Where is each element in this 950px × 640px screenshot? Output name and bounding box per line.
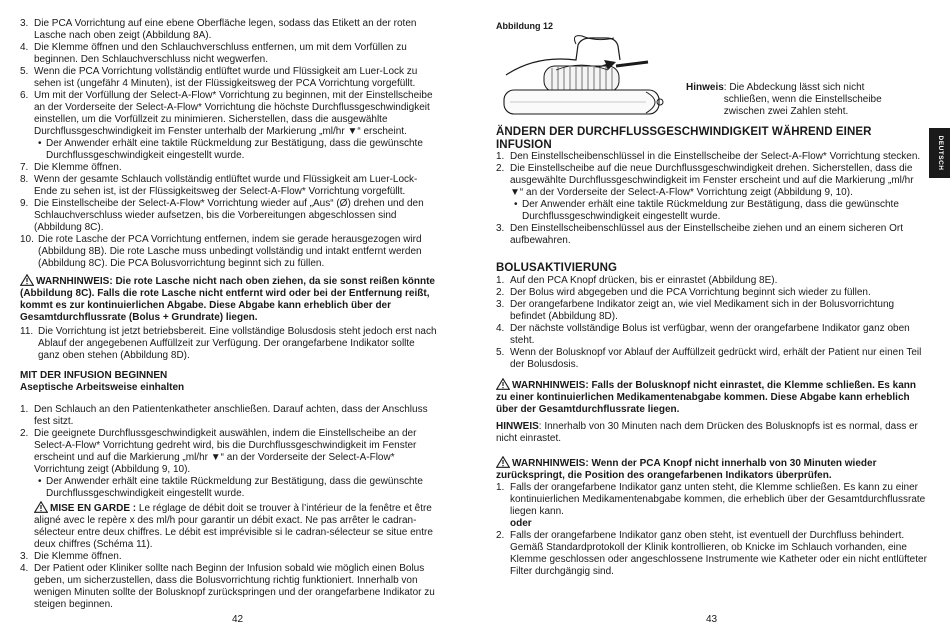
steps-3-6 xyxy=(20,18,438,270)
hinweis-note: HINWEIS: Innerhalb von 30 Minuten nach dem Drücken des Bolusknopfs ist es normal, dass er nicht einrastet. xyxy=(496,421,918,444)
warning-icon xyxy=(34,501,48,513)
flow-steps xyxy=(496,151,928,247)
list-item: 7. Die Klemme öffnen. xyxy=(20,162,122,173)
list-item: 5. Wenn die PCA Vorrichtung vollständig entlüftet wurde und Flüssigkeit am Luer-Lock zu sehen ist (ungefähr 4 Minuten), ist der Flüssigkeitsweg der PCA Vorrichtung vorgefüllt. xyxy=(20,66,418,89)
list-item: 1. Den Schlauch an den Patientenkatheter anschließen. Darauf achten, dass der Anschluss fest sitzt. xyxy=(20,404,428,427)
list-item: 2. Falls der orangefarbene Indikator ganz oben steht, ist eventuell der Durchfluss behindert. Gemäß Standardprotokoll der Klinik kontrollieren, ob Knicke im Schlauch vorhanden, eine Klemme geschlossen oder angeschlossene Instrumente wie Katheter oder ein nicht entlüfteter Filter durchgängig sind. xyxy=(496,530,927,577)
figure-label: Abbildung 12 xyxy=(496,21,553,31)
caution-block: MISE EN GARDE : Le réglage de débit doit se trouver à l’intérieur de la fenêtre et être aligné avec le repère x des ml/h pour garantir un débit exact. Ne pas arrêter le cadran-sélecteur entre deux chiffres. Le débit est imprévisible si le cadran-sélecteur se situe entre deux chiffres (Schéma 11). xyxy=(34,503,433,550)
page-number-right: 43 xyxy=(706,614,718,625)
list-item: 4. Der Patient oder Kliniker sollte nach Beginn der Infusion sobald wie möglich einen Bolus geben, um sicherzustellen, dass die Bolusvorrichtung richtig funktioniert. Innerhalb von wenigen Minuten sollte der Bolusknopf zurückspringen und der orangefarbene Indikator zu steigen beginnen. xyxy=(20,563,435,610)
warning-icon xyxy=(496,456,510,468)
list-item: 2. Die geeignete Durchflussgeschwindigkeit auswählen, indem die Einstellscheibe an der Select-A-Flow* Vorrichtung gedreht wird, bis die Durchflussgeschwindigkeit im Fenster erscheint und auf die Markierung „ml/hr ▼“ an der Vorderseite der Select-A-Flow* Vorrichtung zeigt (Abbildung 9, 10). xyxy=(20,428,417,475)
warning-block: WARNHINWEIS: Wenn der PCA Knopf nicht innerhalb von 30 Minuten wieder zurückspringt, die Position des orangefarbenen Indikators überprüfen. xyxy=(496,458,877,481)
list-item: 2. Der Bolus wird abgegeben und die PCA Vorrichtung beginnt sich wieder zu füllen. xyxy=(496,287,871,298)
bolus-steps xyxy=(496,275,928,371)
list-item: 3. Die Klemme öffnen. xyxy=(20,551,122,562)
bullet-item: • Der Anwender erhält eine taktile Rückmeldung zur Bestätigung, dass die gewünschte Durchflussgeschwindigkeit eingestellt wurde. xyxy=(38,138,423,161)
heading-infusion: MIT DER INFUSION BEGINNEN xyxy=(20,370,168,381)
list-item: 1. Den Einstellscheibenschlüssel in die Einstellscheibe der Select-A-Flow* Vorrichtung stecken. xyxy=(496,151,921,162)
list-item: 1. Auf den PCA Knopf drücken, bis er einrastet (Abbildung 8E). xyxy=(496,275,778,286)
warning-block: WARNHINWEIS: Falls der Bolusknopf nicht einrastet, die Klemme schließen. Es kann zu einer kontinuierlichen Medikamentenabgabe kommen. Diese Abgabe kann erheblich über der Gesamtdurchflussrate liegen. xyxy=(496,380,916,415)
warning-block: WARNHINWEIS: Die rote Lasche nicht nach oben ziehen, da sie sonst reißen könnte (Abbildung 8C). Falls die rote Lasche nicht entfernt wird oder bei der Entfernung reißt, kommt es zur kontinuierlichen Abgabe. Diese Abgabe kann erheblich über der Gesamtdurchflussrate (Bolus + Grundrate) liegen. xyxy=(20,276,435,323)
list-item: 11. Die Vorrichtung ist jetzt betriebsbereit. Eine vollständige Bolusdosis steht jedoch erst nach Ablauf der angegebenen Auffüllzeit zur Verfügung. Der orangefarbene Indikator sollte ganz oben stehen (Abbildung 8D). xyxy=(20,326,437,361)
list-item: 3. Die PCA Vorrichtung auf eine ebene Oberfläche legen, sodass das Etikett an der roten Lasche nach oben zeigt (Abbildung 8A). xyxy=(20,18,417,41)
list-item: 4. Die Klemme öffnen und den Schlauchverschluss entfernen, um mit dem Vorfüllen zu beginnen. Den Schlauchverschluss nicht wegwerfen. xyxy=(20,42,407,65)
bullet-item: • Der Anwender erhält eine taktile Rückmeldung zur Bestätigung, dass die gewünschte Durchflussgeschwindigkeit eingestellt wurde. xyxy=(38,476,423,499)
bullet-item: • Der Anwender erhält eine taktile Rückmeldung zur Bestätigung, dass die gewünschte Durchflussgeschwindigkeit eingestellt wurde. xyxy=(514,199,899,222)
page-number-left: 42 xyxy=(232,614,244,625)
list-item: 1. Falls der orangefarbene Indikator ganz unten steht, die Klemme schließen. Es kann zu einer kontinuierlichen Medikamentenabgabe kommen, die erheblich über der Gesamtdurchflussrate liegen kann. xyxy=(496,482,926,517)
step-11 xyxy=(20,326,438,362)
list-item: 8. Wenn der gesamte Schlauch vollständig entlüftet wurde und Flüssigkeit am Luer-Lock-Ende zu sehen ist, ist der Flüssigkeitsweg der Select-A-Flow* Vorrichtung vorgefüllt. xyxy=(20,174,418,197)
list-item: 6. Um mit der Vorfüllung der Select-A-Flow* Vorrichtung zu beginnen, mit der Einstellscheibe an der Vorderseite der Select-A-Flow* Vorrichtung die höchste Durchflussgeschwindigkeit einstellen, um die Vorfüllzeit zu minimieren. Sicherstellen, dass die ausgewählte Durchflussgeschwindigkeit im Fenster unterhalb der Markierung „ml/hr ▼“ erscheint. xyxy=(20,90,433,137)
language-tab: DEUTSCH xyxy=(929,128,950,178)
right-page xyxy=(496,0,928,640)
section-heading xyxy=(20,370,438,394)
list-item: 9. Die Einstellscheibe der Select-A-Flow* Vorrichtung wieder auf „Aus“ (Ø) drehen und den Schlauchverschluss wieder aufsetzen, bis die Vorbereitungen abgeschlossen sind (Abbildung 8C). xyxy=(20,198,424,233)
heading-aseptic: Aseptische Arbeitsweise einhalten xyxy=(20,382,185,393)
left-page xyxy=(20,0,438,640)
oder-label: oder xyxy=(510,518,532,529)
list-item: 2. Die Einstellscheibe auf die neue Durchflussgeschwindigkeit drehen. Sicherstellen, dass die ausgewählte Durchflussgeschwindigkeit im Fenster erscheint und auf die Markierung „ml/hr ▼“ an der Vorderseite der Select-A-Flow* Vorrichtung zeigt (Abbildung 9, 10). xyxy=(496,163,914,198)
warning-icon xyxy=(496,378,510,390)
heading-bolus: BOLUSAKTIVIERUNG xyxy=(496,262,618,274)
list-item: 3. Den Einstellscheibenschlüssel aus der Einstellscheibe ziehen und an einem sicheren Ort aufbewahren. xyxy=(496,223,903,246)
hinweis-figure-note: Hinweis : Die Abdeckung lässt sich nicht schließen, wenn die Einstellscheibe zwischen zwei Zahlen steht. xyxy=(686,82,882,117)
list-item: 3. Der orangefarbene Indikator zeigt an, wie viel Medikament sich in der Bolusvorrichtung befindet (Abbildung 8D). xyxy=(496,299,895,322)
warning-steps xyxy=(496,482,928,578)
list-item: 10. Die rote Lasche der PCA Vorrichtung entfernen, indem sie gerade herausgezogen wird (Abbildung 8B). Die rote Lasche muss unbedingt vollständig und intakt entfernt werden (Abbildung 8C). Die PCA Bolusvorrichtung beginnt sich zu füllen. xyxy=(20,234,422,269)
warning-icon xyxy=(20,274,34,286)
list-item: 4. Der nächste vollständige Bolus ist verfügbar, wenn der orangefarbene Indikator ganz oben steht. xyxy=(496,323,910,346)
heading-flow-change: ÄNDERN DER DURCHFLUSSGESCHWINDIGKEIT WÄHREND EINER INFUSION xyxy=(496,126,872,151)
infusion-steps xyxy=(20,404,438,611)
list-item: 5. Wenn der Bolusknopf vor Ablauf der Auffüllzeit gedrückt wird, erhält der Patient nur einen Teil der Bolusdosis. xyxy=(496,347,922,370)
